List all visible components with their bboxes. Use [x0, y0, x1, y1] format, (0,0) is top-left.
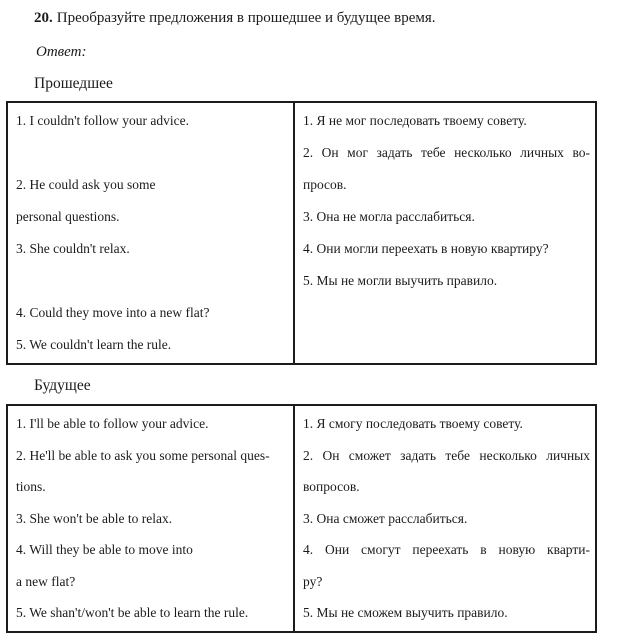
table-row: [7, 405, 596, 632]
table-text-line: вопросов.: [303, 479, 360, 494]
past-russian-cell: [294, 102, 596, 364]
table-text-line: 1. Я смогу последовать твоему совету.: [303, 416, 523, 431]
past-tense-table: [6, 101, 597, 365]
table-text-line: 5. We couldn't learn the rule.: [16, 337, 172, 352]
past-english-cell: [7, 102, 294, 364]
task-number: 20.: [34, 10, 53, 26]
table-text-line: 2. Он мог задать тебе несколько личных во-: [303, 145, 590, 160]
table-row: [7, 102, 596, 364]
table-text-line: 3. Она сможет расслабиться.: [303, 510, 468, 526]
table-text-line: ру?: [303, 573, 323, 589]
table-text-line: 1. I'll be able to follow your advice.: [16, 416, 209, 431]
table-text-line: 2. He could ask you some: [16, 177, 156, 192]
table-text-line: [16, 265, 288, 297]
table-text-line: 2. He'll be able to ask you some personal ques-: [16, 447, 270, 463]
table-text-line: personal questions.: [16, 209, 120, 224]
table-text-line: 4. Они могли переехать в новую квартиру?: [303, 241, 549, 256]
table-text-line: a new flat?: [16, 573, 76, 589]
future-russian-cell: [294, 405, 596, 632]
future-section-heading: Будущее: [34, 377, 91, 394]
table-text-line: 1. I couldn't follow your advice.: [16, 113, 190, 128]
table-text-line: 3. Она не могла расслабиться.: [303, 209, 475, 224]
past-section-heading: Прошедшее: [34, 75, 113, 92]
table-text-line: 4. Они смогут переехать в новую кварти-: [303, 542, 590, 557]
task-heading: [34, 10, 436, 27]
future-tense-table: [6, 404, 597, 633]
table-text-line: 3. She couldn't relax.: [16, 241, 130, 256]
table-text-line: 3. She won't be able to relax.: [16, 510, 173, 526]
table-text-line: 5. Мы не могли выучить правило.: [303, 273, 498, 288]
task-text: Преобразуйте предложения в прошедшее и будущее время.: [56, 10, 436, 26]
table-text-line: 5. We shan't/won't be able to learn the rule.: [16, 605, 249, 620]
table-text-line: tions.: [16, 479, 46, 494]
table-text-line: просов.: [303, 177, 347, 192]
future-english-cell: [7, 405, 294, 632]
table-text-line: 1. Я не мог последовать твоему совету.: [303, 113, 527, 128]
table-text-line: 4. Could they move into a new flat?: [16, 305, 210, 320]
table-text-line: 2. Он сможет задать тебе несколько личных: [303, 447, 590, 463]
table-text-line: 4. Will they be able to move into: [16, 542, 193, 557]
table-text-line: [16, 137, 288, 169]
table-text-line: 5. Мы не сможем выучить правило.: [303, 605, 508, 620]
answer-label: Ответ:: [36, 44, 87, 60]
